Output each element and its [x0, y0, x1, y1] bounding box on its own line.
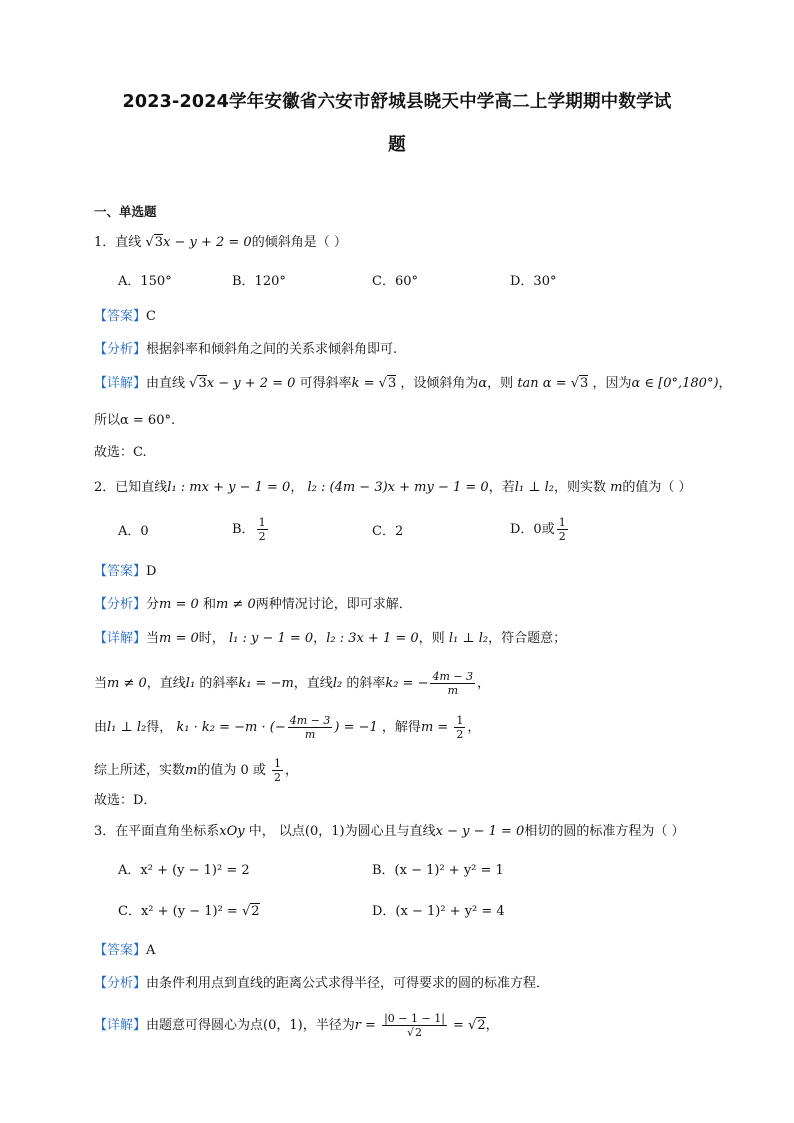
- q1-conclusion: 故选：C.: [94, 445, 147, 460]
- q1-analysis: 【分析】根据斜率和倾斜角之间的关系求倾斜角即可.: [94, 342, 398, 357]
- q3-option-c: C．x² + (y − 1)² = √2: [118, 904, 260, 919]
- q2-option-c: C．2: [372, 524, 404, 539]
- q1-number: 1．: [94, 235, 116, 250]
- q2-detail-4: 综上所述，实数m的值为 0 或 $\frac{1}{2}$ ，: [94, 757, 299, 784]
- document-title-line1: 2023-2024学年安徽省六安市舒城县晓天中学高二上学期期中数学试: [122, 92, 672, 112]
- q2-answer: 【答案】D: [94, 564, 157, 579]
- q1-detail-line2: 所以α = 60°.: [94, 413, 176, 428]
- detail-tag: 【详解】: [94, 376, 147, 391]
- q3-option-a: A．x² + (y − 1)² = 2: [118, 863, 250, 878]
- q3-analysis: 【分析】由条件利用点到直线的距离公式求得半径，可得要求的圆的标准方程．: [94, 976, 550, 991]
- q1-answer: 【答案】C: [94, 309, 156, 324]
- q2-option-d: D．0或 $\frac{1}{2}$: [510, 516, 566, 543]
- q2-analysis: 【分析】分m = 0 和m ≠ 0两种情况讨论，即可求解．: [94, 597, 412, 612]
- q3-detail: 【详解】由题意可得圆心为点(0，1)，半径为r = $\frac{|0 - 1 - 1|}{√2}$ = √2，: [94, 1012, 499, 1039]
- q2-option-a: A．0: [118, 524, 149, 539]
- q2-option-b: B． $\frac{1}{2}$: [232, 516, 266, 543]
- q2-conclusion: 故选：D．: [94, 793, 157, 808]
- q2-detail-3: 由l₁ ⊥ l₂得， k₁ · k₂ = −m · (− $\frac{4m - 3}{m}$ ) = −1 ，解得m = $\frac{1}{2}$ ，: [94, 714, 481, 741]
- document-title-line2: 题: [388, 135, 406, 155]
- q2-stem: 2．已知直线l₁ : mx + y − 1 = 0， l₂ : (4m − 3)x + my − 1 = 0，若l₁ ⊥ l₂，则实数 m的值为（ ）: [94, 480, 692, 495]
- q1-detail: 【详解】由直线 √3x − y + 2 = 0 可得斜率k = √3 ，设倾斜角为α，则 tan α = √3 ，因为α ∈ [0°,180°)，: [94, 376, 732, 391]
- section-heading: 一、单选题: [94, 204, 157, 219]
- q2-detail-2: 当m ≠ 0，直线l₁ 的斜率k₁ = −m，直线l₂ 的斜率k₂ = − $\frac{4m - 3}{m}$ ，: [94, 670, 491, 697]
- q2-detail-1: 【详解】当m = 0时， l₁ : y − 1 = 0，l₂ : 3x + 1 = 0，则 l₁ ⊥ l₂，符合题意；: [94, 631, 567, 646]
- q1-option-c: C．60°: [372, 274, 418, 289]
- q1-option-d: D．30°: [510, 274, 557, 289]
- q1-option-a: A．150°: [118, 274, 172, 289]
- q3-stem: 3．在平面直角坐标系xOy 中， 以点(0，1)为圆心且与直线x − y − 1 = 0相切的圆的标准方程为（ ）: [94, 824, 685, 839]
- q3-option-b: B．(x − 1)² + y² = 1: [372, 863, 504, 878]
- q3-option-d: D．(x − 1)² + y² = 4: [372, 904, 505, 919]
- q3-number: 3．: [94, 824, 116, 839]
- q1-option-b: B．120°: [232, 274, 286, 289]
- q2-number: 2．: [94, 480, 116, 495]
- analysis-tag: 【分析】: [94, 342, 147, 357]
- q1-stem: 1．直线 √3x − y + 2 = 0的倾斜角是（ ）: [94, 235, 347, 250]
- q3-answer: 【答案】A: [94, 943, 156, 958]
- answer-tag: 【答案】: [94, 309, 147, 324]
- q1-equation: √3x − y + 2 = 0: [145, 235, 252, 250]
